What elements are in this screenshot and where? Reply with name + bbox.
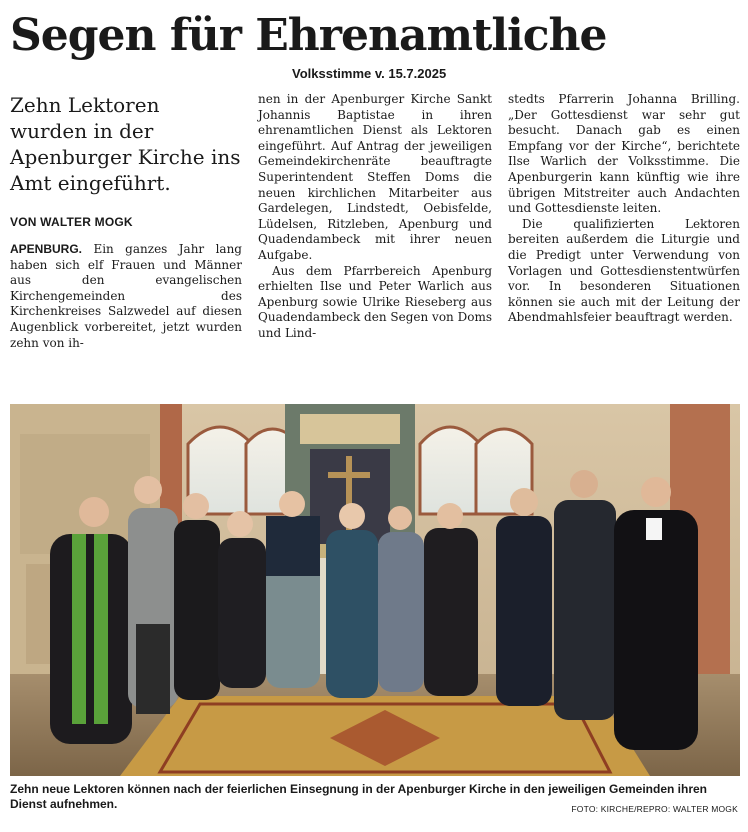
- paragraph: nen in der Apenburger Kirche Sankt Johannis Baptistae in ihren ehrenamtlichen Dienst als Lektoren eingeführt. Auf Antrag der jeweiligen Gemeindekirchenräte beauftragte Superintendent Steffen Doms die neuen kirchlichen Mitarbeiter aus Gardelegen, Lindstedt, Oebisfelde, Lüdelsen, Ritzleben, Apenburg und Quadendambeck mit ihrer neuen Aufgabe.: [258, 92, 492, 262]
- group-photo: [10, 404, 740, 776]
- paragraph: Aus dem Pfarrbereich Apenburg erhielten Ilse und Peter Warlich aus Apenburg sowie Ulrike Rieseberg aus Quadendambeck den Segen von Doms und Lind-: [258, 263, 492, 340]
- byline: VON WALTER MOGK: [10, 215, 133, 229]
- source-line: Volksstimme v. 15.7.2025: [292, 66, 447, 81]
- paragraph: Die qualifizierten Lektoren bereiten außerdem die Liturgie und die Predigt unter Verwendung von Vorlagen und Gottesdienstentwürfen vor. In besonderen Situationen können sie auch mit der Leitung der Abendmahlsfeier beauftragt werden.: [508, 216, 740, 325]
- dateline: APENBURG.: [10, 242, 83, 256]
- subheadline: Zehn Lektoren wurden in der Apenburger Kirche ins Amt eingeführt.: [10, 93, 241, 195]
- lead-text: Ein ganzes Jahr lang haben sich elf Frauen und Männer aus den evangelischen Kirchengemeinden des Kirchenkreises Salzwedel auf diesen Augenblick vorbereitet, jetzt wurden zehn von ih-: [10, 242, 242, 350]
- column-2: [258, 92, 492, 392]
- column-1: [10, 92, 242, 392]
- headline: Segen für Ehrenamtliche: [10, 10, 607, 61]
- photo-caption: Zehn neue Lektoren können nach der feierlichen Einsegnung in der Apenburger Kirche in den jeweiligen Gemeinden ihren Dienst aufnehmen.: [10, 782, 708, 811]
- lead-paragraph: [10, 242, 242, 351]
- paragraph: stedts Pfarrerin Johanna Brilling. „Der Gottesdienst war sehr gut besucht. Danach gab es einen Empfang vor der Kirche“, berichtete Ilse Warlich der Volksstimme. Die Apenburgerin kann künftig wie ihre übrigen Mitstreiter auch Andachten und Gottesdienste leiten.: [508, 92, 740, 216]
- photo-credit: FOTO: KIRCHE/REPRO: WALTER MOGK: [571, 804, 738, 814]
- column-3: [508, 92, 740, 392]
